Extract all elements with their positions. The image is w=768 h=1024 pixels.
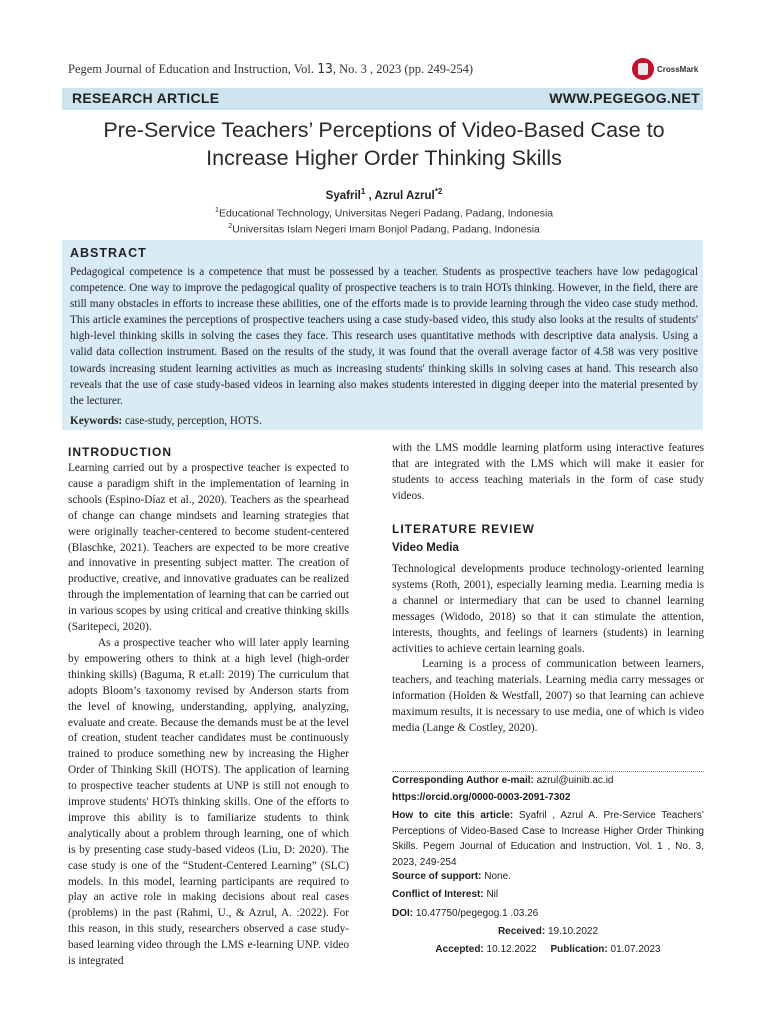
- keywords: Keywords: case-study, perception, HOTS.: [70, 415, 262, 427]
- doi[interactable]: DOI: 10.47750/pegegog.1 .03.26: [392, 908, 539, 919]
- author-list: Syafril$^1$ , Azrul Azrul$^{*2}$: [325, 187, 443, 202]
- lit-paragraph-2: Learning is a process of communication between learners, teachers, and teaching materials. Learning media carry messages or information (Holden & Westfall, 2007) so that learning can achieve maximum results, it is necessary to use media, one of which is video media (Lange & Costley, 2020).: [392, 658, 704, 735]
- affiliation-1: $^1$Educational Technology, Universitas Negeri Padang, Padang, Indonesia: [214, 205, 554, 220]
- lit-paragraph-1: Technological developments produce technology-oriented learning systems (Roth, 2001), especially learning media. Learning media is a channel or intermediary that can be used to channel learning messages (Widodo, 2018) so that it can stimulate the attention, interests, thoughts, and feelings of learners (students) in learning activities to achieve certain learning goals.: [392, 563, 704, 655]
- crossmark-badge[interactable]: CrossMark: [632, 58, 698, 80]
- orcid-link[interactable]: https://orcid.org/0000-0003-2091-7302: [392, 792, 571, 803]
- corresponding-author: Corresponding Author e-mail: azrul@uinib.ac.id: [392, 775, 614, 786]
- video-media-subheading: Video Media: [392, 542, 459, 554]
- publication-dates: Accepted: 10.12.2022 Publication: 01.07.2023: [435, 944, 661, 955]
- email-link[interactable]: azrul@uinib.ac.id: [533, 775, 614, 786]
- intro-paragraph-2: As a prospective teacher who will later apply learning by empowering others to think at a high level (high-order thinking skills) (Baguma, R et.all: 2019) The curriculum that adopts Bloom’s taxonomy revised by Anderson starts from the level of knowing, understanding, applying, analyzing, evaluate and create. Because the demands must be at the level of creation, student teacher candidates must be continuously trained to produce something new by increasing the Higher Order of Thinking Skill (HOTS). The application of learning to prospective teacher students at UNP is still not enough to improve students' HOTs thinking skills. One of the efforts to improve this ability is to familiarize students to think analytically about a problem through learning, one of which is by presenting case study-based videos (Liu, D: 2020). The case study is one of the “Student-Centered Learning” (SLC) models. In this model, learning participants are required to play an active role in making decisions about real cases (problems) in the past (Rahmi, U., & Azrul, A. :2022). For this reason, in this study, researchers observed a case study-based learning video through the LMS e-learning UNP. video is integrated: [68, 636, 349, 968]
- crossmark-icon: [632, 58, 654, 80]
- paper-title: Pre-Service Teachers’ Perceptions of Video-Based Case to Increase Higher Order Thinking Skills: [103, 118, 665, 170]
- how-to-cite: How to cite this article: Syafril , Azrul A. Pre-Service Teachers’ Perceptions of Video-Based Case to Increase Higher Order Thinking Skills. Pegem Journal of Education and Instruction, Vol. 1 , No. 3, 2023, 249-254: [392, 810, 705, 868]
- affiliation-2: $^2$Universitas Islam Negeri Imam Bonjol Padang, Padang, Indonesia: [228, 221, 540, 236]
- article-type: RESEARCH ARTICLE: [72, 90, 220, 106]
- literature-review-body: [392, 562, 704, 737]
- received-date: Received: 19.10.2022: [497, 926, 599, 937]
- abstract-text: Pedagogical competence is a competence that must be possessed by a teacher. Students as prospective teachers have low pedagogical competence. One way to improve the pedagogical quality of prospective teachers is to train HOTs thinking. However, in the field, there are still many obstacles in efforts to increase these abilities, one of the efforts made is to provide learning through the video case study method. This article examines the perceptions of prospective teachers using a case study-based video, this study also looks at the results of students' high-level thinking skills in solving the cases they face. This research uses quantitative methods with descriptive data analysis. Using a valid data collection instrument. Based on the results of the study, it was found that the overall average factor of 4.58 was very positive towards increasing student learning activities as much as increasing students' thinking skills in solving cases at hand. This research also reveals that the use of case study-based videos in learning also makes students interested in digging deeper into the material presented by the lecturer.: [70, 266, 698, 407]
- journal-citation: Pegem Journal of Education and Instruction, Vol. 13, No. 3 , 2023 (pp. 249-254): [68, 62, 474, 77]
- literature-review-heading: LITERATURE REVIEW: [392, 522, 535, 536]
- abstract-heading: ABSTRACT: [70, 246, 147, 260]
- introduction-body: [68, 461, 349, 970]
- source-of-support: Source of support: None.: [392, 871, 511, 882]
- introduction-heading: INTRODUCTION: [68, 445, 172, 459]
- right-column-continuation: with the LMS moddle learning platform using interactive features that are integrated with the LMS which will make it easier for students to access teaching materials in the form of case study videos.: [392, 442, 704, 502]
- journal-website-link[interactable]: WWW.PEGEGOG.NET: [549, 90, 700, 106]
- conflict-of-interest: Conflict of Interest: Nil: [392, 889, 499, 900]
- intro-paragraph-1: Learning carried out by a prospective teacher is expected to cause a paradigm shift in the implementation of learning in schools (Espino-Díaz et al., 2020). Teachers as the spearhead of change can change mindsets and learning strategies that were originally teacher-centered to become student-centered (Blaschke, 2021). Teachers are expected to be more creative and innovative in presenting subject matter. The creation of productive, creative, and innovative graduates can be realized through the implementation of learning that can be carried out in various scopes by using critical and creative thinking skills (Saritepeci, 2020).: [68, 462, 349, 634]
